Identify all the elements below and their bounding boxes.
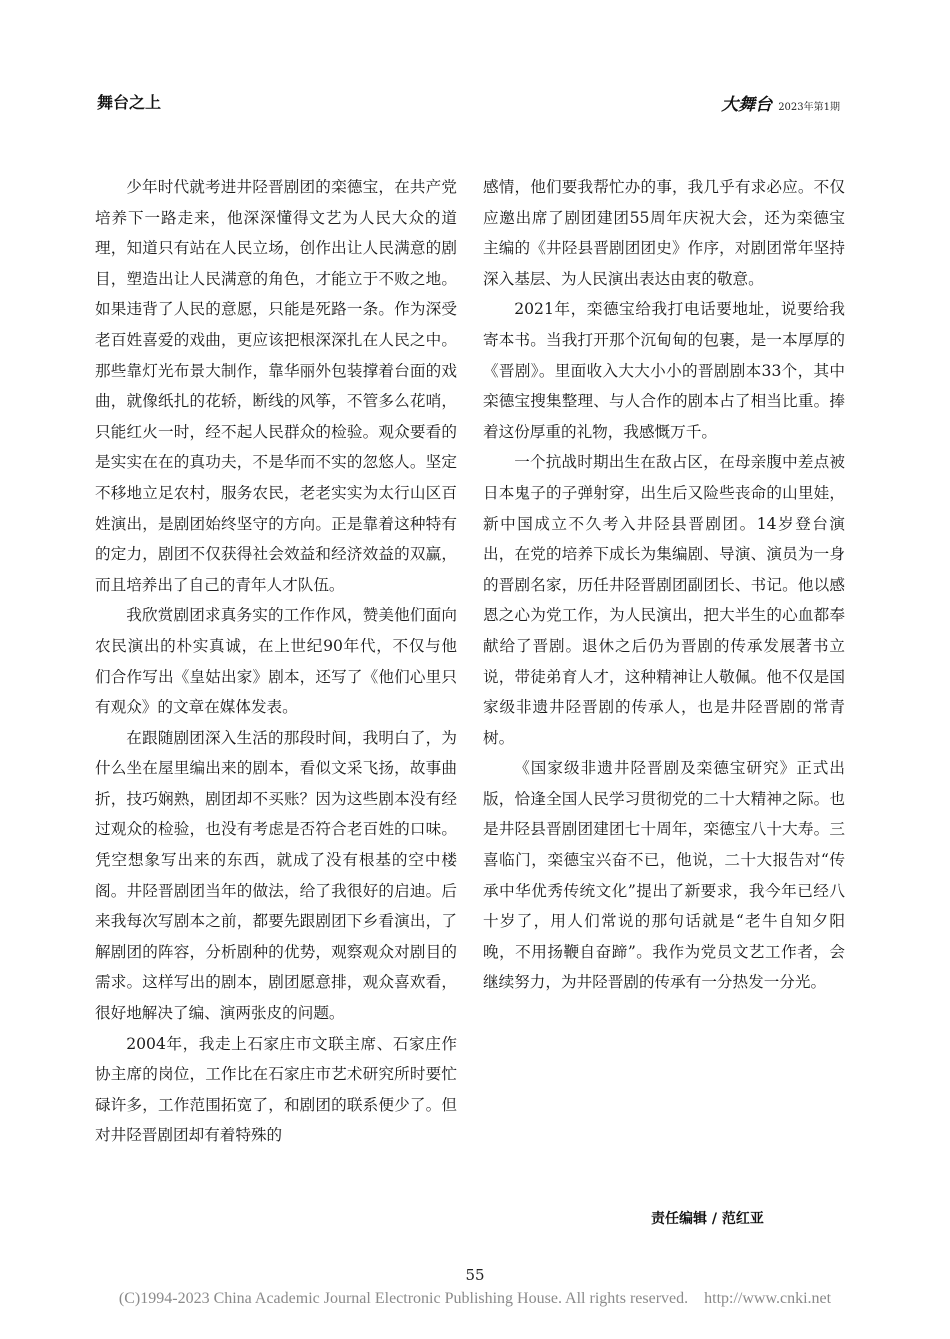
paragraph: 一个抗战时期出生在敌占区，在母亲腹中差点被日本鬼子的子弹射穿，出生后又险些丧命的山里娃，新中国成立不久考入井陉县晋剧团。14岁登台演出，在党的培养下成长为集编剧、导演、演员为一身的晋剧名家，历任井陉晋剧团副团长、书记。他以感恩之心为党工作，为人民演出，把大半生的心血都奉献给了晋剧。退休之后仍为晋剧的传承发展著书立说，带徒弟育人才，这种精神让人敬佩。他不仅是国家级非遗井陉晋剧的传承人，也是井陉晋剧的常青树。 [483,453,845,747]
copyright-watermark: (C)1994-2023 China Academic Journal Electronic Publishing House. All rights reserved. http://www.cnki.net [118,1290,832,1307]
paragraph: 感情，他们要我帮忙办的事，我几乎有求必应。不仅应邀出席了剧团建团55周年庆祝大会，还为栾德宝主编的《井陉县晋剧团团史》作序，对剧团常年坚持深入基层、为人民演出表达由衷的敬意。 [483,178,845,288]
paragraph: 2004年，我走上石家庄市文联主席、石家庄作协主席的岗位，工作比在石家庄市艺术研究所时要忙碌许多，工作范围拓宽了，和剧团的联系便少了。但对井陉晋剧团却有着特殊的 [95,1034,457,1145]
paragraph: 我欣赏剧团求真务实的工作作风，赞美他们面向农民演出的朴实真诚，在上世纪90年代，不仅与他们合作写出《皇姑出家》剧本，还写了《他们心里只有观众》的文章在媒体发表。 [95,606,457,717]
editor-credit: 责任编辑 / 范红亚 [651,1211,764,1227]
paragraph: 2021年，栾德宝给我打电话要地址，说要给我寄本书。当我打开那个沉甸甸的包裹，是一本厚厚的《晋剧》。里面收入大大小小的晋剧剧本33个，其中栾德宝搜集整理、与人合作的剧本占了相当比重。捧着这份厚重的礼物，我感慨万千。 [483,300,845,441]
paragraph: 《国家级非遗井陉晋剧及栾德宝研究》正式出版，恰逢全国人民学习贯彻党的二十大精神之际。也是井陉县晋剧团建团七十周年，栾德宝八十大寿。三喜临门，栾德宝兴奋不已，他说，二十大报告对“传承中华优秀传统文化”提出了新要求，我今年已经八十岁了，用人们常说的那句话就是“老牛自知夕阳晚，不用扬鞭自奋蹄”。我作为党员文艺工作者，会继续努力，为井陉晋剧的传承有一分热发一分光。 [483,759,845,992]
right-column [483,172,845,998]
left-column [95,172,457,1151]
running-header-journal [721,90,840,115]
issue-label: 2023年第1期 [778,102,840,113]
paragraph: 在跟随剧团深入生活的那段时间，我明白了，为什么坐在屋里编出来的剧本，看似文采飞扬，故事曲折，技巧娴熟，剧团却不买账？因为这些剧本没有经过观众的检验，也没有考虑是否符合老百姓的口味。凭空想象写出来的东西，就成了没有根基的空中楼阁。井陉晋剧团当年的做法，给了我很好的启迪。后来我每次写剧本之前，都要先跟剧团下乡看演出，了解剧团的阵容，分析剧种的优势，观察观众对剧目的需求。这样写出的剧本，剧团愿意排，观众喜欢看，很好地解决了编、演两张皮的问题。 [95,728,457,1023]
journal-logo: 大舞台 [721,95,773,115]
paragraph: 少年时代就考进井陉晋剧团的栾德宝，在共产党培养下一路走来，他深深懂得文艺为人民大众的道理，知道只有站在人民立场，创作出让人民满意的剧目，塑造出让人民满意的角色，才能立于不败之地。如果违背了人民的意愿，只能是死路一条。作为深受老百姓喜爱的戏曲，更应该把根深深扎在人民之中。那些靠灯光布景大制作，靠华丽外包装撑着台面的戏曲，就像纸扎的花轿，断线的风筝，不管多么花哨，只能红火一时，经不起人民群众的检验。观众要看的是实实在在的真功夫，不是华而不实的忽悠人。坚定不移地立足农村，服务农民，老老实实为太行山区百姓演出，是剧团始终坚守的方向。正是靠着这种特有的定力，剧团不仅获得社会效益和经济效益的双赢，而且培养出了自己的青年人才队伍。 [95,178,457,594]
page-number: 55 [465,1266,485,1284]
running-header-section: 舞台之上 [97,93,162,112]
